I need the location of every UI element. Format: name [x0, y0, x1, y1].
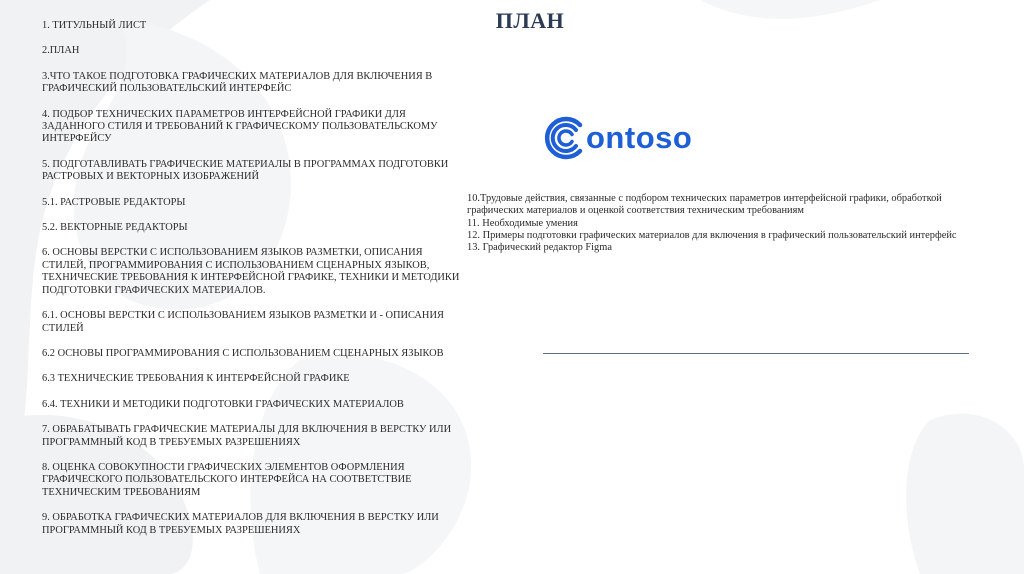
- list-item: 9. ОБРАБОТКА ГРАФИЧЕСКИХ МАТЕРИАЛОВ ДЛЯ ВКЛЮЧЕНИЯ В ВЕРСТКУ ИЛИ ПРОГРАММНЫЙ КОД В ТРЕБУЕМЫХ РАЗРЕШЕНИЯХ: [42, 512, 439, 536]
- plan-list-left: [42, 20, 460, 550]
- list-item: 4. ПОДБОР ТЕХНИЧЕСКИХ ПАРАМЕТРОВ ИНТЕРФЕЙСНОЙ ГРАФИКИ ДЛЯ ЗАДАННОГО СТИЛЯ И ТРЕБОВАНИЙ К ГРАФИЧЕСКОМУ ПОЛЬЗОВАТЕЛЬСКОМУ ИНТЕРФЕЙСУ: [42, 108, 438, 145]
- list-item: 6.3 ТЕХНИЧЕСКИЕ ТРЕБОВАНИЯ К ИНТЕРФЕЙСНОЙ ГРАФИКЕ: [42, 373, 350, 385]
- divider-line: [543, 353, 969, 354]
- list-item: 12. Примеры подготовки графических материалов для включения в графический пользовательский интерфейс: [467, 229, 957, 241]
- plan-list-right: [467, 193, 972, 254]
- list-item: 6. ОСНОВЫ ВЕРСТКИ С ИСПОЛЬЗОВАНИЕМ ЯЗЫКОВ РАЗМЕТКИ, ОПИСАНИЯ СТИЛЕЙ, ПРОГРАММИРОВАНИЯ С ИСПОЛЬЗОВАНИЕМ СЦЕНАРНЫХ ЯЗЫКОВ, ТЕХНИЧЕСКИЕ ТРЕБОВАНИЯ К ИНТЕРФЕЙСНОЙ ГРАФИКЕ, ТЕХНИКИ И МЕТОДИКИ ПОДГОТОВКИ ГРАФИЧЕСКИХ МАТЕРИАЛОВ.: [42, 247, 460, 296]
- list-item: 11. Необходимые умения: [467, 217, 578, 229]
- list-item: 6.4. ТЕХНИКИ И МЕТОДИКИ ПОДГОТОВКИ ГРАФИЧЕСКИХ МАТЕРИАЛОВ: [42, 398, 404, 410]
- list-item: 6.1. ОСНОВЫ ВЕРСТКИ С ИСПОЛЬЗОВАНИЕМ ЯЗЫКОВ РАЗМЕТКИ И - ОПИСАНИЯ СТИЛЕЙ: [42, 310, 444, 334]
- list-item: 10.Трудовые действия, связанные с подбором технических параметров интерфейсной графики, обработкой графических материалов и оценкой соответствия техническим требованиям: [467, 193, 942, 217]
- list-item: 5. ПОДГОТАВЛИВАТЬ ГРАФИЧЕСКИЕ МАТЕРИАЛЫ В ПРОГРАММАХ ПОДГОТОВКИ РАСТРОВЫХ И ВЕКТОРНЫХ ИЗОБРАЖЕНИЙ: [42, 158, 449, 183]
- list-item: 5.2. ВЕКТОРНЫЕ РЕДАКТОРЫ: [42, 222, 188, 234]
- page-title: ПЛАН: [495, 8, 565, 33]
- logo-c-icon: [540, 113, 590, 163]
- list-item: 7. ОБРАБАТЫВАТЬ ГРАФИЧЕСКИЕ МАТЕРИАЛЫ ДЛЯ ВКЛЮЧЕНИЯ В ВЕРСТКУ ИЛИ ПРОГРАММНЫЙ КОД В ТРЕБУЕМЫХ РАЗРЕШЕНИЯХ: [42, 424, 452, 448]
- logo-wordmark: ontoso: [586, 120, 693, 155]
- list-item: 2.ПЛАН: [42, 45, 80, 57]
- list-item: 13. Графический редактор Figma: [467, 242, 612, 254]
- list-item: 8. ОЦЕНКА СОВОКУПНОСТИ ГРАФИЧЕСКИХ ЭЛЕМЕНТОВ ОФОРМЛЕНИЯ ГРАФИЧЕСКОГО ПОЛЬЗОВАТЕЛЬСКОГО ИНТЕРФЕЙСА НА СООТВЕТСТВИЕ ТЕХНИЧЕСКИМ ТРЕБОВАНИЯМ: [42, 461, 412, 498]
- contoso-logo: [540, 112, 692, 164]
- list-item: 5.1. РАСТРОВЫЕ РЕДАКТОРЫ: [42, 196, 186, 208]
- list-item: 3.ЧТО ТАКОЕ ПОДГОТОВКА ГРАФИЧЕСКИХ МАТЕРИАЛОВ ДЛЯ ВКЛЮЧЕНИЯ В ГРАФИЧЕСКИЙ ПОЛЬЗОВАТЕЛЬСКИЙ ИНТЕРФЕЙС: [42, 70, 433, 95]
- list-item: 1. ТИТУЛЬНЫЙ ЛИСТ: [42, 20, 147, 31]
- list-item: 6.2 ОСНОВЫ ПРОГРАММИРОВАНИЯ С ИСПОЛЬЗОВАНИЕМ СЦЕНАРНЫХ ЯЗЫКОВ: [42, 347, 444, 359]
